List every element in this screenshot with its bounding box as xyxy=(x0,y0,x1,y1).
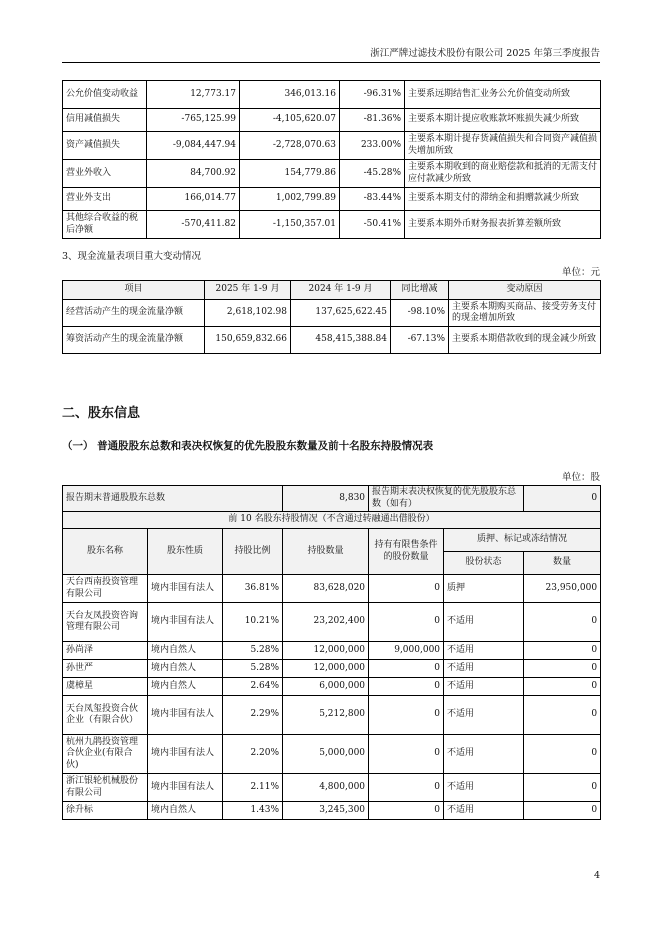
total-label: 报告期末普通股股东总数 xyxy=(63,486,283,512)
previous-cell: -4,105,620.07 xyxy=(240,109,340,132)
shareholding-quantity: 5,212,800 xyxy=(283,696,369,735)
shareholding-ratio: 2.64% xyxy=(223,678,283,696)
column-header: 股份状态 xyxy=(444,552,524,575)
pledge-status: 不适用 xyxy=(444,642,524,660)
column-header: 变动原因 xyxy=(449,281,601,300)
table-row xyxy=(63,642,601,660)
shareholders-table xyxy=(62,485,601,820)
reason-cell: 主要系本期计提存货减值损失和合同资产减值损失增加所致 xyxy=(405,132,601,160)
shareholder-nature: 境内非国有法人 xyxy=(148,696,223,735)
column-header: 数量 xyxy=(524,552,601,575)
change-cell: -45.28% xyxy=(340,160,405,188)
pledge-status: 不适用 xyxy=(444,660,524,678)
current-cell: 12,773.17 xyxy=(147,81,240,109)
pref-value: 0 xyxy=(524,486,601,512)
pledge-status: 不适用 xyxy=(444,678,524,696)
page-number: 4 xyxy=(593,870,600,881)
change-cell: -98.10% xyxy=(391,300,449,327)
reason-cell: 主要系本期购买商品、接受劳务支付的现金增加所致 xyxy=(449,300,601,327)
pledge-status: 不适用 xyxy=(444,802,524,820)
table-row xyxy=(63,802,601,820)
reason-cell: 主要系本期支付的滞纳金和捐赠款减少所致 xyxy=(405,188,601,211)
shareholding-ratio: 2.29% xyxy=(223,696,283,735)
shareholding-quantity: 83,628,020 xyxy=(283,575,369,603)
shareholding-ratio: 2.20% xyxy=(223,735,283,774)
shareholder-name: 徐升标 xyxy=(63,802,148,820)
change-cell: -96.31% xyxy=(340,81,405,109)
shareholder-name: 孙尚泽 xyxy=(63,642,148,660)
change-cell: 233.00% xyxy=(340,132,405,160)
shareholder-name: 杭州九鹃投资管理合伙企业(有限合伙) xyxy=(63,735,148,774)
total-shareholders-row xyxy=(63,486,601,512)
shareholder-subsection-title: （一） 普通股股东总数和表决权恢复的优先股股东数量及前十名股东持股情况表 xyxy=(62,440,434,452)
shareholder-nature: 境内非国有法人 xyxy=(148,735,223,774)
current-cell: -9,084,447.94 xyxy=(147,132,240,160)
shareholder-nature: 境内自然人 xyxy=(148,802,223,820)
restricted-shares: 0 xyxy=(369,696,444,735)
reason-cell: 主要系本期计提应收账款坏账损失减少所致 xyxy=(405,109,601,132)
shareholding-quantity: 12,000,000 xyxy=(283,660,369,678)
shareholding-ratio: 2.11% xyxy=(223,774,283,802)
table-row xyxy=(63,109,601,132)
current-cell: -765,125.99 xyxy=(147,109,240,132)
shareholding-ratio: 10.21% xyxy=(223,603,283,642)
reason-cell: 主要系本期收到的商业赔偿款和抵消的无需支付应付款减少所致 xyxy=(405,160,601,188)
shareholding-ratio: 5.28% xyxy=(223,642,283,660)
restricted-shares: 0 xyxy=(369,660,444,678)
pledge-status: 不适用 xyxy=(444,774,524,802)
pledged-quantity: 0 xyxy=(524,774,601,802)
column-header: 同比增减 xyxy=(391,281,449,300)
shareholding-quantity: 4,800,000 xyxy=(283,774,369,802)
shareholder-name: 天台凤玺投资合伙企业（有限合伙） xyxy=(63,696,148,735)
column-header: 持股比例 xyxy=(223,529,283,575)
shareholding-ratio: 1.43% xyxy=(223,802,283,820)
restricted-shares: 9,000,000 xyxy=(369,642,444,660)
table-row xyxy=(63,327,601,354)
shareholding-ratio: 36.81% xyxy=(223,575,283,603)
pledged-quantity: 0 xyxy=(524,603,601,642)
table-row xyxy=(63,774,601,802)
shareholder-nature: 境内自然人 xyxy=(148,678,223,696)
current-cell: 2,618,102.98 xyxy=(205,300,291,327)
previous-cell: -2,728,070.63 xyxy=(240,132,340,160)
shareholder-nature: 境内自然人 xyxy=(148,660,223,678)
shareholder-nature: 境内非国有法人 xyxy=(148,774,223,802)
item-cell: 营业外收入 xyxy=(63,160,147,188)
restricted-shares: 0 xyxy=(369,735,444,774)
report-header-title: 浙江严牌过滤技术股份有限公司 2025 年第三季度报告 xyxy=(370,48,600,59)
cashflow-changes-table xyxy=(62,280,601,354)
restricted-shares: 0 xyxy=(369,802,444,820)
income-changes-table xyxy=(62,80,601,239)
cashflow-section-title: 3、现金流量表项目重大变动情况 xyxy=(62,251,202,262)
pledged-quantity: 0 xyxy=(524,660,601,678)
table-header-row xyxy=(63,529,601,552)
shareholder-name: 天台西南投资管理有限公司 xyxy=(63,575,148,603)
item-cell: 公允价值变动收益 xyxy=(63,81,147,109)
column-header: 项目 xyxy=(63,281,205,300)
cashflow-unit-label: 单位：元 xyxy=(561,267,600,278)
current-cell: 150,659,832.66 xyxy=(205,327,291,354)
pledge-status: 不适用 xyxy=(444,735,524,774)
shareholder-name: 天台友凤投资咨询管理有限公司 xyxy=(63,603,148,642)
shareholding-quantity: 6,000,000 xyxy=(283,678,369,696)
table-row xyxy=(63,81,601,109)
top10-title-row xyxy=(63,512,601,529)
pledge-status: 不适用 xyxy=(444,696,524,735)
shareholder-nature: 境内自然人 xyxy=(148,642,223,660)
previous-cell: 137,625,622.45 xyxy=(291,300,391,327)
pledged-quantity: 0 xyxy=(524,678,601,696)
shareholder-section-title: 二、股东信息 xyxy=(62,406,141,421)
restricted-shares: 0 xyxy=(369,678,444,696)
shareholder-name: 孙世严 xyxy=(63,660,148,678)
shareholding-quantity: 5,000,000 xyxy=(283,735,369,774)
reason-cell: 主要系远期结售汇业务公允价值变动所致 xyxy=(405,81,601,109)
item-cell: 筹资活动产生的现金流量净额 xyxy=(63,327,205,354)
shareholding-ratio: 5.28% xyxy=(223,660,283,678)
column-group-header: 质押、标记或冻结情况 xyxy=(444,529,601,552)
item-cell: 资产减值损失 xyxy=(63,132,147,160)
table-row xyxy=(63,660,601,678)
current-cell: 166,014.77 xyxy=(147,188,240,211)
column-header: 2025 年 1-9 月 xyxy=(205,281,291,300)
previous-cell: 458,415,388.84 xyxy=(291,327,391,354)
column-header: 2024 年 1-9 月 xyxy=(291,281,391,300)
pledged-quantity: 0 xyxy=(524,696,601,735)
item-cell: 信用减值损失 xyxy=(63,109,147,132)
total-value: 8,830 xyxy=(283,486,369,512)
table-row xyxy=(63,735,601,774)
table-row xyxy=(63,300,601,327)
change-cell: -81.36% xyxy=(340,109,405,132)
item-cell: 经营活动产生的现金流量净额 xyxy=(63,300,205,327)
pledged-quantity: 23,950,000 xyxy=(524,575,601,603)
current-cell: -570,411.82 xyxy=(147,211,240,239)
table-row xyxy=(63,211,601,239)
restricted-shares: 0 xyxy=(369,603,444,642)
column-header: 持股数量 xyxy=(283,529,369,575)
pledge-status: 不适用 xyxy=(444,603,524,642)
table-row xyxy=(63,603,601,642)
restricted-shares: 0 xyxy=(369,575,444,603)
column-header: 股东性质 xyxy=(148,529,223,575)
change-cell: -50.41% xyxy=(340,211,405,239)
table-row xyxy=(63,188,601,211)
pref-label: 报告期末表决权恢复的优先股股东总数（如有） xyxy=(369,486,524,512)
shareholder-unit-label: 单位：股 xyxy=(561,472,600,483)
previous-cell: -1,150,357.01 xyxy=(240,211,340,239)
shareholding-quantity: 23,202,400 xyxy=(283,603,369,642)
table-row xyxy=(63,678,601,696)
shareholding-quantity: 12,000,000 xyxy=(283,642,369,660)
previous-cell: 154,779.86 xyxy=(240,160,340,188)
previous-cell: 1,002,799.89 xyxy=(240,188,340,211)
current-cell: 84,700.92 xyxy=(147,160,240,188)
shareholder-nature: 境内非国有法人 xyxy=(148,603,223,642)
table-header-row xyxy=(63,281,601,300)
pledged-quantity: 0 xyxy=(524,642,601,660)
table-row xyxy=(63,132,601,160)
pledge-status: 质押 xyxy=(444,575,524,603)
column-header: 持有有限售条件的股份数量 xyxy=(369,529,444,575)
shareholder-nature: 境内非国有法人 xyxy=(148,575,223,603)
pledged-quantity: 0 xyxy=(524,802,601,820)
table-row xyxy=(63,696,601,735)
top10-title: 前 10 名股东持股情况（不含通过转融通出借股份） xyxy=(63,512,601,529)
shareholder-name: 虞樟星 xyxy=(63,678,148,696)
change-cell: -67.13% xyxy=(391,327,449,354)
item-cell: 其他综合收益的税后净额 xyxy=(63,211,147,239)
reason-cell: 主要系本期外币财务报表折算差额所致 xyxy=(405,211,601,239)
header-divider xyxy=(62,62,600,63)
change-cell: -83.44% xyxy=(340,188,405,211)
pledged-quantity: 0 xyxy=(524,735,601,774)
shareholding-quantity: 3,245,300 xyxy=(283,802,369,820)
item-cell: 营业外支出 xyxy=(63,188,147,211)
previous-cell: 346,013.16 xyxy=(240,81,340,109)
column-header: 股东名称 xyxy=(63,529,148,575)
reason-cell: 主要系本期借款收到的现金减少所致 xyxy=(449,327,601,354)
shareholder-name: 浙江银轮机械股份有限公司 xyxy=(63,774,148,802)
table-row xyxy=(63,160,601,188)
table-row xyxy=(63,575,601,603)
restricted-shares: 0 xyxy=(369,774,444,802)
